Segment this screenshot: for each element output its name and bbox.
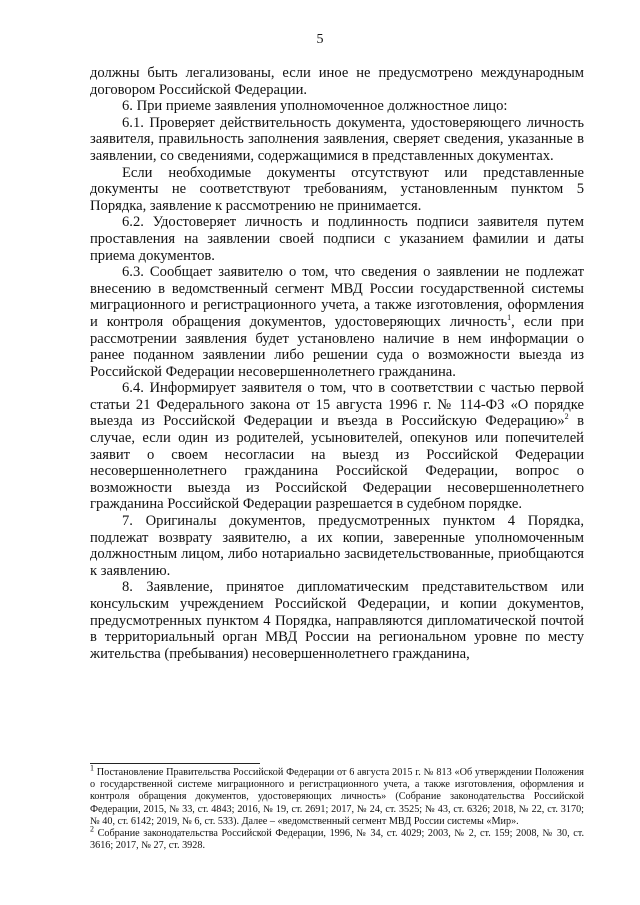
footnote-2-mark: 2 [90, 824, 94, 834]
footnote-2-text: Собрание законодательства Российской Федерации, 1996, № 34, ст. 4029; 2003, № 2, ст. 159; 2008, № 30, ст. 3616; 2017, № 27, ст. 3928. [90, 828, 584, 852]
paragraph-6: 6. При приеме заявления уполномоченное должностное лицо: [122, 98, 508, 115]
paragraph-8: 8. Заявление, принятое дипломатическим представительством или консульским учреждением Российской Федерации, и копии документов, предусмотренных пунктом 4 Порядка, направляются дипломатической почтой в территориальный орган МВД России на региональном уровне по месту жительства (пребывания) несовершеннолетнего гражданина, [90, 579, 584, 662]
paragraph-6-3 [90, 264, 584, 380]
document-body [90, 65, 584, 662]
footnotes [90, 763, 584, 852]
footnote-1 [90, 763, 584, 828]
paragraph-7: 7. Оригиналы документов, предусмотренных пунктом 4 Порядка, подлежат возврату заявителю, а их копии, заверенные уполномоченным должностным лицом, либо нотариально засвидетельствованные, приобщаются к заявлению. [90, 513, 584, 579]
paragraph-6-4 [90, 380, 584, 513]
paragraph-6-1: 6.1. Проверяет действительность документа, удостоверяющего личность заявителя, правильность заполнения заявления, сверяет сведения, указанные в заявлении, со сведениями, содержащимися в представленных документах. [90, 114, 584, 164]
footnote-1-mark: 1 [90, 763, 94, 773]
page-number: 5 [316, 32, 324, 47]
paragraph-legalization: должны быть легализованы, если иное не предусмотрено международным договором Российской Федерации. [90, 65, 584, 98]
footnote-ref-2: 2 [564, 412, 569, 422]
paragraph-6-4-text-a: 6.4. Информирует заявителя о том, что в соответствии с частью первой статьи 21 Федерального закона от 15 августа 1996 г. № 114-ФЗ «О порядке выезда из Российской Федерации и въезда в Российскую Федерацию» [90, 380, 584, 430]
paragraph-6-2: 6.2. Удостоверяет личность и подлинность подписи заявителя путем проставления на заявлении своей подписи с указанием фамилии и даты приема документов. [90, 214, 584, 264]
footnote-2 [90, 824, 584, 852]
paragraph-missing-documents: Если необходимые документы отсутствуют или представленные документы не соответствуют требованиям, установленным пунктом 5 Порядка, заявление к рассмотрению не принимается. [90, 164, 584, 214]
paragraph-6-3-text-a: 6.3. Сообщает заявителю о том, что сведения о заявлении не подлежат внесению в ведомственный сегмент МВД России государственной системы миграционного и регистрационного учета, а также изготовления, оформления и контроля обращения документов, удостоверяющих личность [90, 264, 584, 330]
footnote-separator [90, 763, 260, 764]
paragraph-6-3-text-b: , если при рассмотрении заявления будет установлено наличие в нем информации о ранее поданном заявлении либо решении суда о возможности выезда из Российской Федерации несовершеннолетнего гражданина. [90, 313, 584, 380]
footnote-1-text: Постановление Правительства Российской Федерации от 6 августа 2015 г. № 813 «Об утверждении Положения о государственной системе миграционного и регистрационного учета, а также изготовления, оформления и контроля обращения документов, удостоверяющих личность» (Собрание законодательства Российской Федерации, 2015, № 33, ст. 4843; 2016, № 19, ст. 2691; 2017, № 24, ст. 3525; № 43, ст. 6326; 2018, № 22, ст. 3170; № 40, ст. 6142; 2019, № 6, ст. 533). Далее – «ведомственный сегмент МВД России системы «Мир». [90, 767, 584, 827]
paragraph-6-4-text-b: в случае, если один из родителей, усыновителей, опекунов или попечителей заявит о своем несогласии на выезд из Российской Федерации несовершеннолетнего гражданина Российской Федерации, вопрос о возможности выезда из Российской Федерации несовершеннолетнего гражданина Российской Федерации разрешается в судебном порядке. [90, 413, 584, 513]
footnote-ref-1: 1 [507, 313, 512, 323]
